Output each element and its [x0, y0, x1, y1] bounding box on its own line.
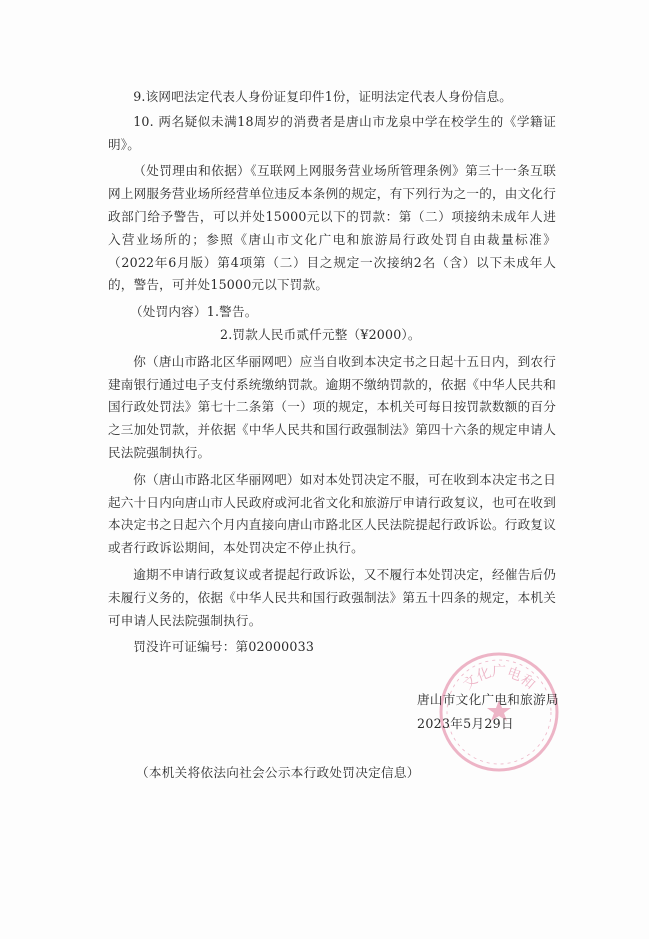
appeal-rights: 你（唐山市路北区华丽网吧）如对本处罚决定不服，可在收到本决定书之日起六十日内向唐山市人民政府或河北省文化和旅游厅申请行政复议，也可在收到本决定书之日起六个月内直接向唐山市路北区人民法院提起行政诉讼。行政复议或者行政诉讼期间，本处罚决定不停止执行。 — [108, 471, 556, 556]
issuing-agency: 唐山市文化广电和旅游局 — [417, 692, 559, 707]
document-body — [108, 86, 556, 659]
evidence-item-10: 10. 两名疑似未满18周岁的消费者是唐山市龙泉中学在校学生的《学籍证明》。 — [108, 113, 556, 152]
penalty-content-1: （处罚内容）1.警告。 — [130, 304, 258, 320]
permit-number: 罚没许可证编号：第02000033 — [133, 639, 315, 655]
svg-text:文化广电和: 文化广电和 — [460, 664, 538, 693]
penalty-content-2: 2.罚款人民币贰仟元整（¥2000）。 — [220, 326, 421, 342]
public-disclosure-notice: （本机关将依法向社会公示本行政处罚决定信息） — [136, 765, 420, 780]
evidence-item-9: 9.该网吧法定代表人身份证复印件1份，证明法定代表人身份信息。 — [133, 89, 513, 104]
signature-block — [417, 688, 559, 736]
issue-date: 2023年5月29日 — [417, 716, 514, 731]
payment-instructions: 你（唐山市路北区华丽网吧）应当自收到本决定书之日起十五日内，到农行建南银行通过电子支付系统缴纳罚款。逾期不缴纳罚款的，依据《中华人民共和国行政处罚法》第七十二条第（一）项的规定，本机关可每日按罚款数额的百分之三加处罚款，并依据《中华人民共和国行政强制法》第四十六条的规定申请人民法院强制执行。 — [108, 353, 556, 460]
penalty-basis: （处罚理由和依据）《互联网上网服务营业场所管理条例》第三十一条互联网上网服务营业场所经营单位违反本条例的规定，有下列行为之一的，由文化行政部门给予警告，可以并处15000元以下的罚款：第（二）项接纳未成年人进入营业场所的；参照《唐山市文化广电和旅游局行政处罚自由裁量标准》（2022年6月版）第4项第（二）目之规定一次接纳2名（含）以下未成年人的，警告，可并处15000元以下罚款。 — [108, 163, 556, 293]
overdue-enforcement: 逾期不申请行政复议或者提起行政诉讼，又不履行本处罚决定，经催告后仍未履行义务的，依据《中华人民共和国行政强制法》第五十四条的规定，本机关可申请人民法院强制执行。 — [108, 566, 556, 628]
